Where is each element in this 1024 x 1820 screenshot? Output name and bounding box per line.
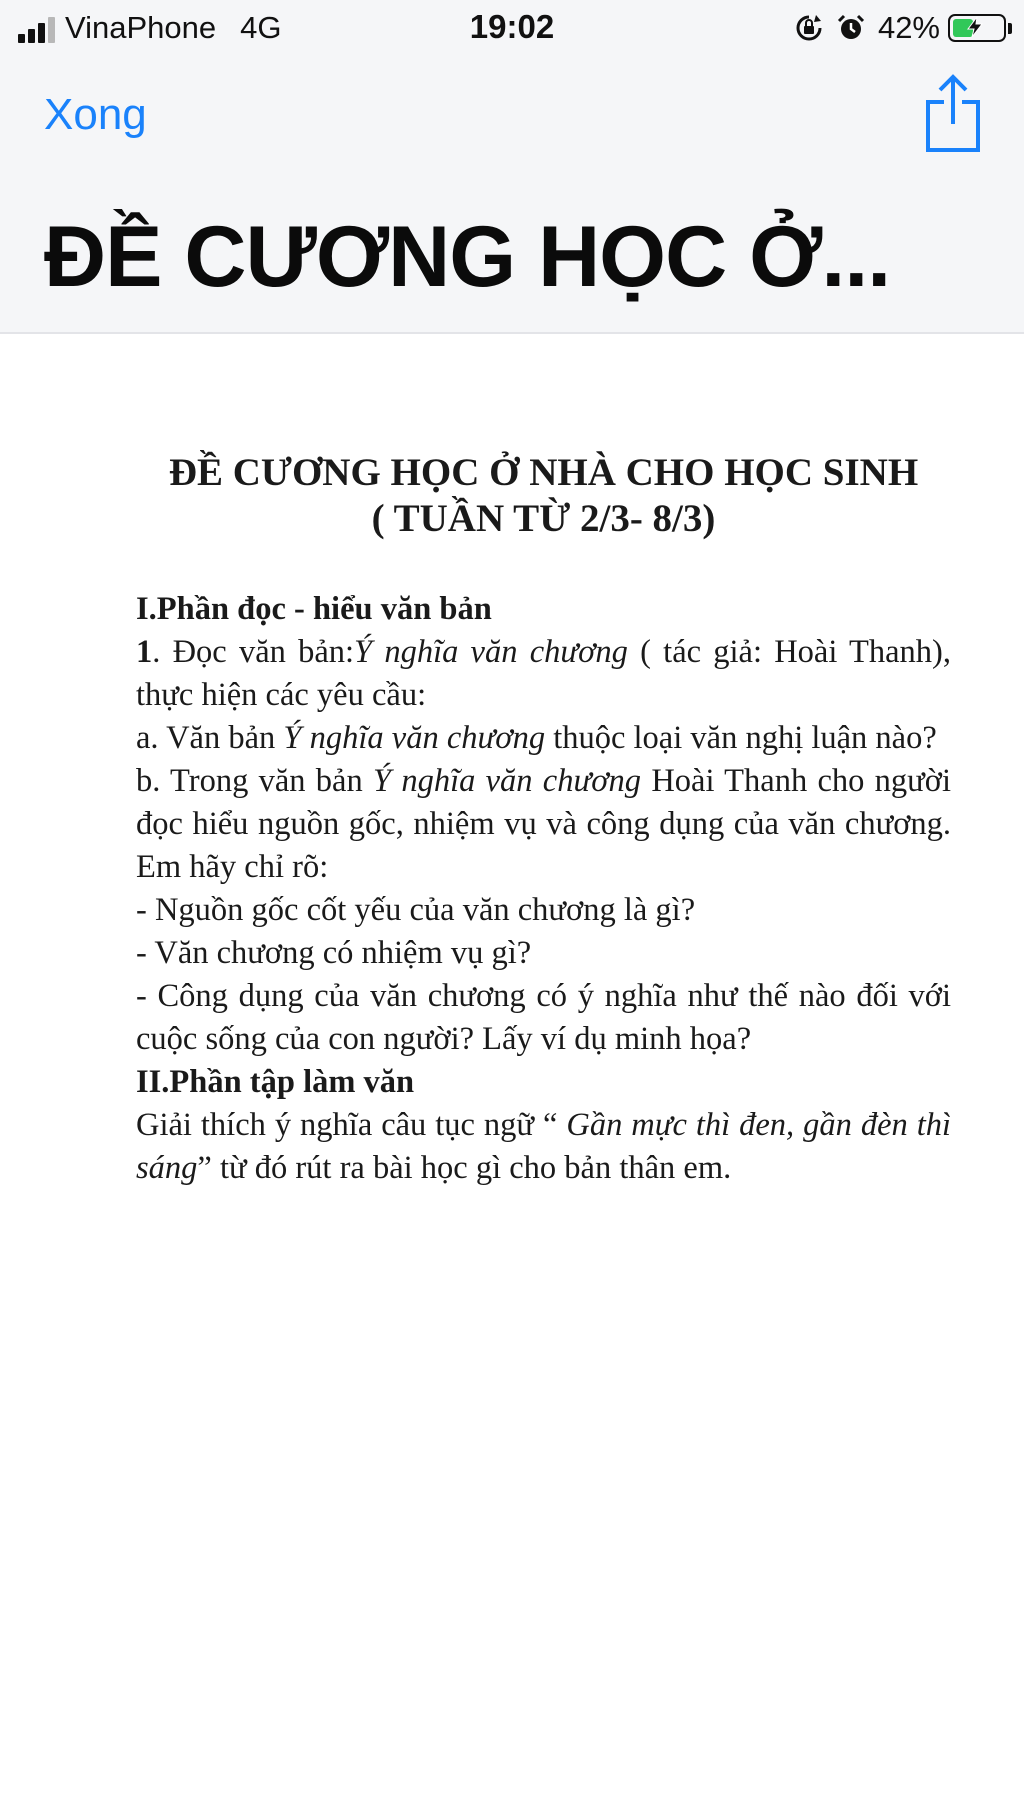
heading-line-2: ( TUẦN TỪ 2/3- 8/3) bbox=[371, 497, 716, 540]
essay-prompt bbox=[136, 1104, 951, 1190]
charging-bolt-icon bbox=[964, 16, 986, 38]
question-a-italic: Ý nghĩa văn chương bbox=[283, 720, 546, 756]
network-type: 4G bbox=[240, 10, 282, 45]
battery-icon bbox=[948, 14, 1006, 42]
question-a-prefix: a. Văn bản bbox=[136, 720, 284, 756]
document-page bbox=[136, 450, 951, 1190]
battery-percent: 42% bbox=[877, 10, 940, 45]
status-bar bbox=[0, 0, 1024, 58]
question-1-number: 1 bbox=[136, 634, 153, 670]
heading-line-1: ĐỀ CƯƠNG HỌC Ở NHÀ CHO HỌC SINH bbox=[168, 451, 919, 494]
question-1-suffix: ( tác giả: Hoài Thanh), thực hiện các yêu cầu: bbox=[136, 634, 951, 713]
question-a-suffix: thuộc loại văn nghị luận nào? bbox=[545, 720, 937, 756]
document-heading bbox=[136, 450, 951, 542]
question-b bbox=[136, 760, 951, 889]
essay-suffix: ” từ đó rút ra bài học gì cho bản thân em. bbox=[197, 1150, 732, 1186]
page-title: ĐỀ CƯƠNG HỌC Ở... bbox=[44, 209, 891, 305]
essay-prefix: Giải thích ý nghĩa câu tục ngữ “ bbox=[136, 1107, 567, 1143]
alarm-icon bbox=[836, 13, 866, 43]
share-icon[interactable] bbox=[924, 74, 982, 154]
question-a bbox=[136, 717, 951, 760]
battery-tip bbox=[1008, 23, 1012, 34]
status-time: 19:02 bbox=[469, 8, 555, 45]
status-right bbox=[794, 10, 1012, 46]
done-button[interactable]: Xong bbox=[44, 90, 147, 139]
question-b-suffix: Hoài Thanh cho người đọc hiểu nguồn gốc, nhiệm vụ và công dụng của văn chương. Em hãy chỉ rõ: bbox=[136, 763, 951, 885]
navigation-header bbox=[0, 0, 1024, 334]
question-b-prefix: b. Trong văn bản bbox=[136, 763, 373, 799]
question-1 bbox=[136, 631, 951, 717]
section-2-title: II.Phần tập làm văn bbox=[136, 1064, 415, 1100]
bullet-3: - Công dụng của văn chương có ý nghĩa như thế nào đối với cuộc sống của con người? Lấy ví dụ minh họa? bbox=[136, 978, 951, 1057]
orientation-lock-icon bbox=[794, 13, 824, 43]
question-1-italic: Ý nghĩa văn chương bbox=[354, 634, 628, 670]
carrier-name: VinaPhone bbox=[65, 10, 217, 45]
bullet-1: - Nguồn gốc cốt yếu của văn chương là gì? bbox=[136, 892, 696, 928]
question-b-italic: Ý nghĩa văn chương bbox=[372, 763, 642, 799]
bullet-2: - Văn chương có nhiệm vụ gì? bbox=[136, 935, 532, 971]
section-1-title: I.Phần đọc - hiểu văn bản bbox=[136, 591, 492, 627]
question-1-prefix: . Đọc văn bản: bbox=[152, 634, 355, 670]
essay-proverb: Gần mực thì đen, gần đèn thì sáng bbox=[136, 1107, 951, 1186]
document-body bbox=[136, 588, 951, 1190]
